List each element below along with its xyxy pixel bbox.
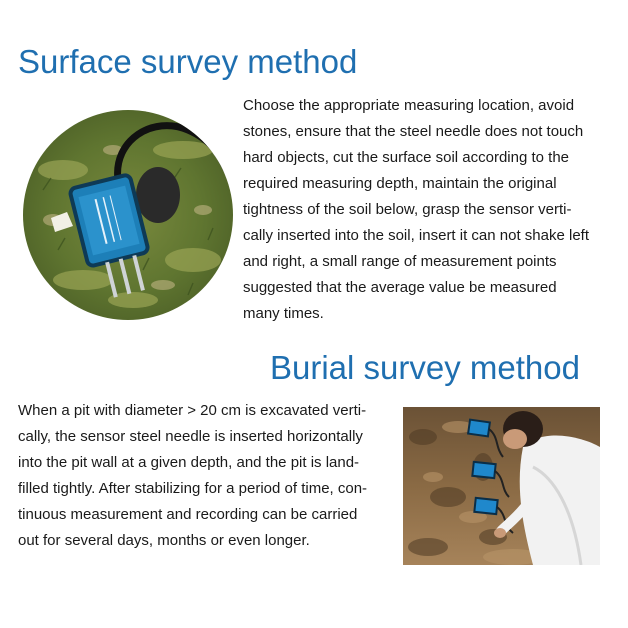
text-line: into the pit wall at a given depth, and the pit is land- (18, 454, 360, 471)
surface-survey-heading: Surface survey method (18, 43, 358, 80)
text-line: stones, ensure that the steel needle does not touch (243, 123, 584, 140)
text-line: and right, a small range of measurement points (243, 253, 557, 270)
burial-survey-description (18, 398, 390, 554)
text-line: cally inserted into the soil, insert it can not shake left (243, 227, 590, 244)
text-line: filled tightly. After stabilizing for a period of time, con- (18, 480, 368, 497)
soil-sensor-in-grass-photo (23, 110, 233, 320)
text-line: cally, the sensor steel needle is inserted horizontally (18, 428, 363, 445)
burial-survey-heading: Burial survey method (270, 349, 580, 386)
sensors-in-pit-wall-photo (403, 407, 600, 565)
text-line: out for several days, months or even longer. (18, 532, 310, 549)
text-line: tinuous measurement and recording can be carried (18, 506, 358, 523)
text-line: When a pit with diameter > 20 cm is excavated verti- (18, 402, 367, 419)
surface-survey-description (243, 93, 613, 327)
text-line: Choose the appropriate measuring location, avoid (243, 97, 575, 114)
text-line: many times. (243, 305, 324, 322)
text-line: required measuring depth, maintain the original (243, 175, 557, 192)
text-line: hard objects, cut the surface soil according to the (243, 149, 570, 166)
text-line: suggested that the average value be measured (243, 279, 557, 296)
text-line: tightness of the soil below, grasp the sensor verti- (243, 201, 572, 218)
